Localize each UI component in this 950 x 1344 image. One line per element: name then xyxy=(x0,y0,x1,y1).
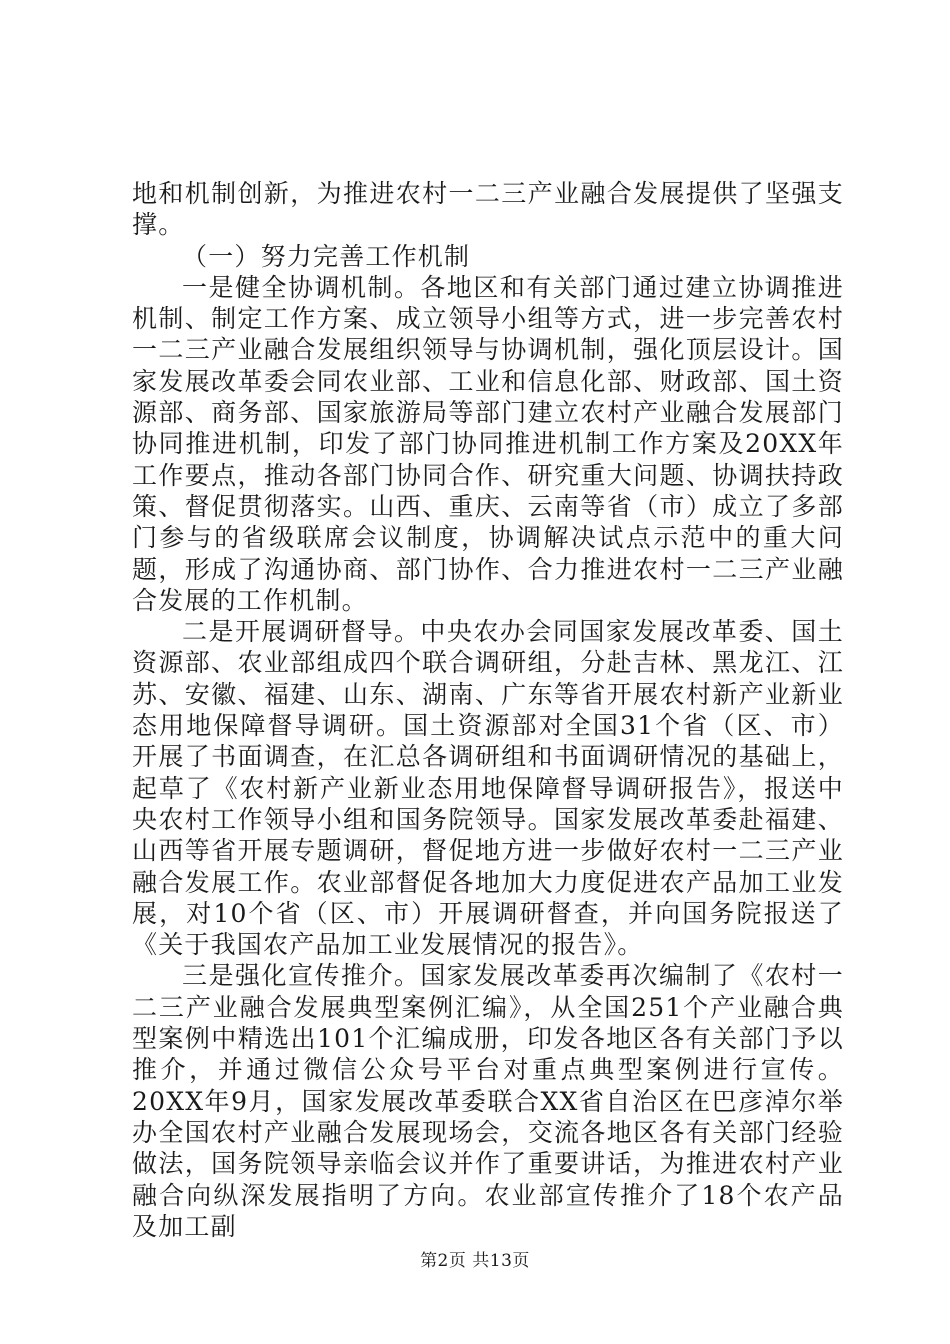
continuation-paragraph: 地和机制创新，为推进农村一二三产业融合发展提供了坚强支撑。 xyxy=(132,179,844,240)
paragraph-publicity-promotion: 三是强化宣传推介。国家发展改革委再次编制了《农村一二三产业融合发展典型案例汇编》，从全国251个产业融合典型案例中精选出101个汇编成册，印发各地区各有关部门予以推介，并通过微信公众号平台对重点典型案例进行宣传。20XX年9月，国家发展改革委联合XX省自治区在巴彦淖尔举办全国农村产业融合发展现场会，交流各地区各有关部门经验做法，国务院领导亲临会议并作了重要讲话，为推进农村产业融合向纵深发展指明了方向。农业部宣传推介了18个农产品及加工副 xyxy=(132,961,844,1241)
document-body xyxy=(132,178,844,1242)
paragraph-coordination-mechanism: 一是健全协调机制。各地区和有关部门通过建立协调推进机制、制定工作方案、成立领导小组等方式，进一步完善农村一二三产业融合发展组织领导与协调机制，强化顶层设计。国家发展改革委会同农业部、工业和信息化部、财政部、国土资源部、商务部、国家旅游局等部门建立农村产业融合发展部门协同推进机制，印发了部门协同推进机制工作方案及20XX年工作要点，推动各部门协同合作、研究重大问题、协调扶持政策、督促贯彻落实。山西、重庆、云南等省（市）成立了多部门参与的省级联席会议制度，协调解决试点示范中的重大问题，形成了沟通协商、部门协作、合力推进农村一二三产业融合发展的工作机制。 xyxy=(132,272,844,615)
page-number-footer: 第2页 共13页 xyxy=(420,1251,530,1271)
paragraph-research-supervision: 二是开展调研督导。中央农办会同国家发展改革委、国土资源部、农业部组成四个联合调研组，分赴吉林、黑龙江、江苏、安徽、福建、山东、湖南、广东等省开展农村新产业新业态用地保障督导调研。国土资源部对全国31个省（区、市）开展了书面调查，在汇总各调研组和书面调研情况的基础上，起草了《农村新产业新业态用地保障督导调研报告》，报送中央农村工作领导小组和国务院领导。国家发展改革委赴福建、山西等省开展专题调研，督促地方进一步做好农村一二三产业融合发展工作。农业部督促各地加大力度促进农产品加工业发展，对10个省（区、市）开展调研督查，并向国务院报送了《关于我国农产品加工业发展情况的报告》。 xyxy=(132,617,844,960)
section-heading: （一）努力完善工作机制 xyxy=(182,241,471,271)
